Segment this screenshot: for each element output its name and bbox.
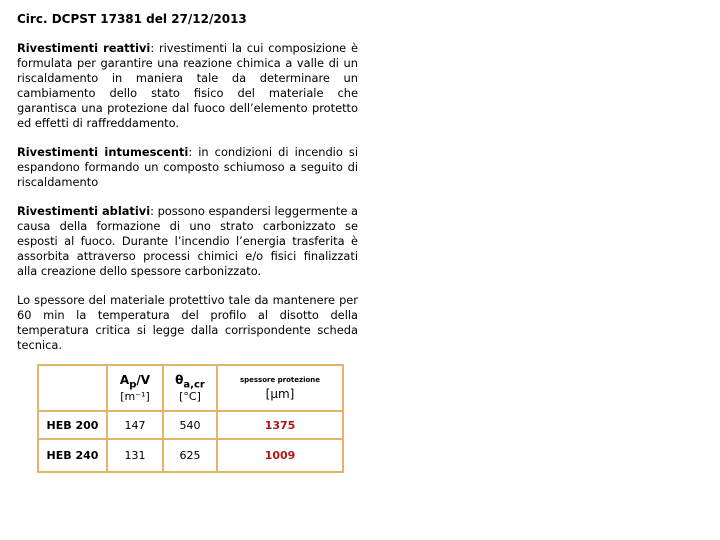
spessore-label: spessore protezione [239,375,321,384]
row-ap: 131 [107,439,163,472]
spessore-unit: [μm] [265,386,295,401]
text-spessore: Lo spessore del materiale protettivo tale da mantenere per 60 min la temperatura del profilo al disotto della temperatura critica si legge dalla corrispondente scheda tecnica. [17,293,358,352]
header-theta [163,365,217,411]
paragraph-spessore [17,293,358,353]
ap-subscript: p [129,379,137,391]
row-theta: 625 [163,439,217,472]
row-theta: 540 [163,411,217,439]
row-name: HEB 240 [38,439,107,472]
ap-symbol: A [119,372,130,387]
theta-unit: [°C] [179,390,201,404]
text-reattivi: : rivestimenti la cui composizione è formulata per garantire una reazione chimica a valle di un riscaldamento in maniera tale da determinare un cambiamento dello stato fisico del materiale che garantisca una protezione dal fuoco dell’elemento protetto ed effetti di raffreddamento. [17,41,358,130]
ap-unit: [m⁻¹] [120,390,150,404]
header-empty-cell [38,365,107,411]
paragraph-intumescenti [17,145,358,190]
paragraph-reattivi [17,41,358,131]
row-name: HEB 200 [38,411,107,439]
protection-table [37,364,344,473]
table-row [38,439,343,472]
text-ablativi: : possono espandersi leggermente a causa della formazione di uno strato carbonizzato se esposti al fuoco. Durante l’incendio l’energia trasferita è assorbita attraverso processi chimici e/o fisici finalizzati alla creazione dello spessore carbonizzato. [17,204,358,278]
text-intumescenti: : in condizioni di incendio si espandono formando un composto schiumoso a seguito di riscaldamento [17,145,358,189]
row-thickness: 1375 [217,411,343,439]
theta-symbol: θ [175,372,184,387]
row-ap: 147 [107,411,163,439]
page-title: Circ. DCPST 17381 del 27/12/2013 [17,12,247,26]
table-row [38,411,343,439]
term-intumescenti: Rivestimenti intumescenti [17,145,189,159]
row-thickness: 1009 [217,439,343,472]
ap-suffix: /V [136,372,151,387]
header-ap-v [107,365,163,411]
header-spessore [217,365,343,411]
document-body [17,12,358,367]
term-ablativi: Rivestimenti ablativi [17,204,151,218]
table-header-row [38,365,343,411]
theta-subscript: a,cr [183,379,205,391]
term-reattivi: Rivestimenti reattivi [17,41,151,55]
paragraph-ablativi [17,204,358,279]
